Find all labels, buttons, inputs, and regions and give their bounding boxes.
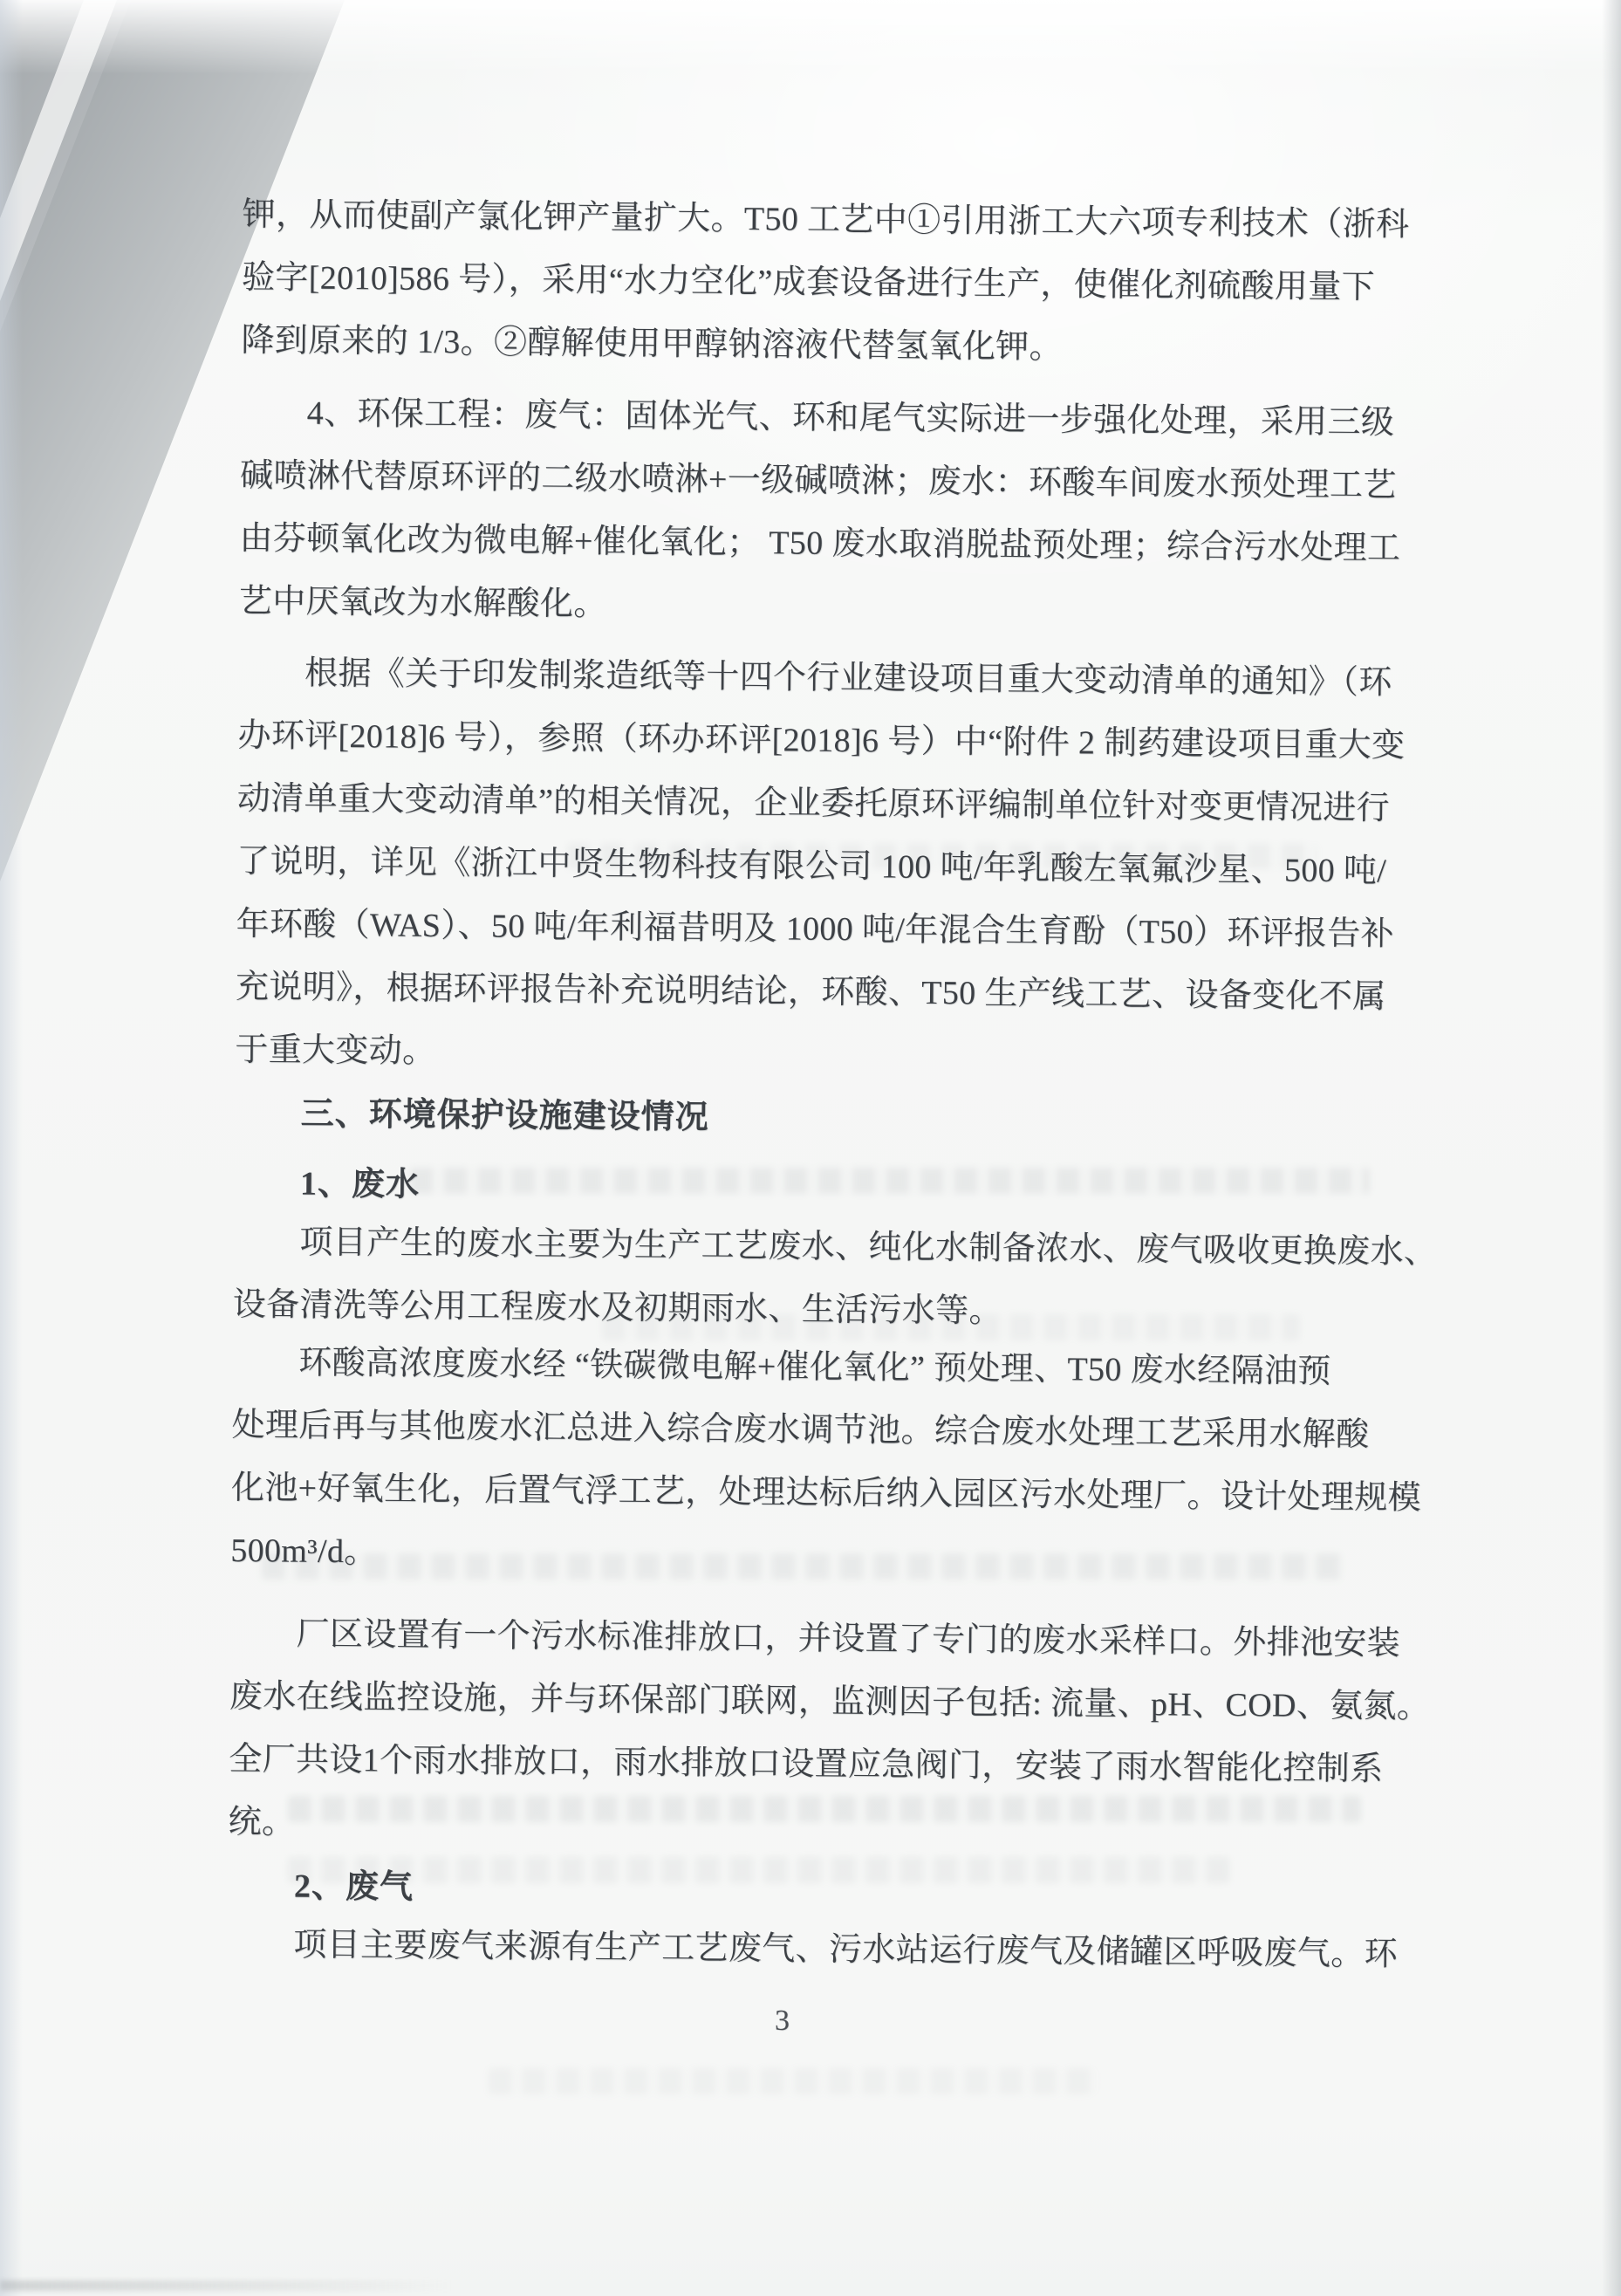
- text-line: 艺中厌氧改为水解酸化。: [238, 582, 607, 623]
- text-line: 全厂共设1个雨水排放口，雨水排放口设置应急阀门，安装了雨水智能化控制系: [229, 1740, 1384, 1788]
- text-line: 碱喷淋代替原环评的二级水喷淋+一级碱喷淋；废水：环酸车间废水预处理工艺: [239, 456, 1397, 504]
- text-line: 了说明，详见《浙江中贤生物科技有限公司 100 吨/年乳酸左氧氟沙星、500 吨/: [236, 842, 1387, 890]
- paragraph: [228, 1602, 1431, 1864]
- text-line: 处理后再与其他废水汇总进入综合废水调节池。综合废水处理工艺采用水解酸: [231, 1406, 1370, 1454]
- paragraph: [238, 381, 1401, 643]
- text-line: 三、环境保护设施建设情况: [300, 1095, 709, 1136]
- text-line: 4、环保工程：废气：固体光气、环和尾气实际进一步强化处理，采用三级: [306, 394, 1395, 442]
- text-line: 环酸高浓度废水经 “铁碳微电解+催化氧化” 预处理、T50 废水经隔油预: [298, 1344, 1331, 1390]
- text-line: 降到原来的 1/3。②醇解使用甲醇钠溶液代替氢氧化钾。: [241, 321, 1064, 367]
- right-edge-shadow: [1602, 0, 1621, 2296]
- paragraph: [227, 1913, 1399, 1986]
- text-line: 于重大变动。: [235, 1031, 436, 1070]
- text-line: 钾，从而使副产氯化钾产量扩大。T50 工艺中①引用浙工大六项专利技术（浙科: [242, 195, 1410, 243]
- text-line: 项目产生的废水主要为生产工艺废水、纯化水制备浓水、废气吸收更换废水、: [299, 1223, 1438, 1271]
- paragraph: [230, 1331, 1422, 1593]
- text-line: 厂区设置有一个污水标准排放口，并设置了专门的废水采样口。外排池安装: [296, 1615, 1401, 1662]
- text-line: 500m³/d。: [230, 1532, 378, 1571]
- text-line: 1、废水: [299, 1165, 421, 1203]
- text-line: 项目主要废气来源有生产工艺废气、污水站运行废气及储罐区呼吸废气。环: [293, 1926, 1399, 1973]
- text-line: 年环酸（WAS）、50 吨/年利福昔明及 1000 吨/年混合生育酚（T50）环评报告补: [236, 905, 1395, 953]
- top-edge-highlight: [0, 0, 1621, 74]
- text-line: 废水在线监控设施，并与环保部门联网，监测因子包括: 流量、pH、COD、氨氮。: [229, 1677, 1431, 1725]
- text-line: 根据《关于印发制浆造纸等十四个行业建设项目重大变动清单的通知》（环: [304, 655, 1392, 702]
- text-line: 由芬顿氧化改为微电解+催化氧化； T50 废水取消脱盐预处理；综合污水处理工: [239, 519, 1401, 567]
- paragraph: [241, 183, 1410, 382]
- document-body: [227, 183, 1438, 1985]
- text-line: 验字[2010]586 号），采用“水力空化”成套设备进行生产，使催化剂硫酸用量下: [241, 258, 1376, 306]
- text-line: 设备清洗等公用工程废水及初期雨水、生活污水等。: [232, 1285, 1002, 1330]
- text-line: 办环评[2018]6 号），参照（环办环评[2018]6 号）中“附件 2 制药建设项目重大变: [237, 716, 1406, 764]
- left-edge-shadow: [0, 0, 23, 2296]
- text-line: 充说明》，根据环评报告补充说明结论，环酸、T50 生产线工艺、设备变化不属: [235, 968, 1386, 1016]
- text-line: 2、废气: [293, 1868, 414, 1906]
- text-line: 统。: [228, 1803, 296, 1841]
- paragraph: [235, 641, 1406, 1091]
- section-heading: [234, 1082, 1386, 1155]
- page-number: 3: [775, 2005, 790, 2037]
- bottom-edge-shadow-artifact: [0, 2280, 454, 2291]
- text-line: 动清单重大变动清单”的相关情况，企业委托原环评编制单位针对变更情况进行: [236, 779, 1391, 827]
- paragraph: [232, 1210, 1438, 1347]
- text-line: 化池+好氧生化，后置气浮工艺，处理达标后纳入园区污水处理厂。设计处理规模: [230, 1469, 1422, 1517]
- bleedthrough-artifact: [489, 2068, 1099, 2094]
